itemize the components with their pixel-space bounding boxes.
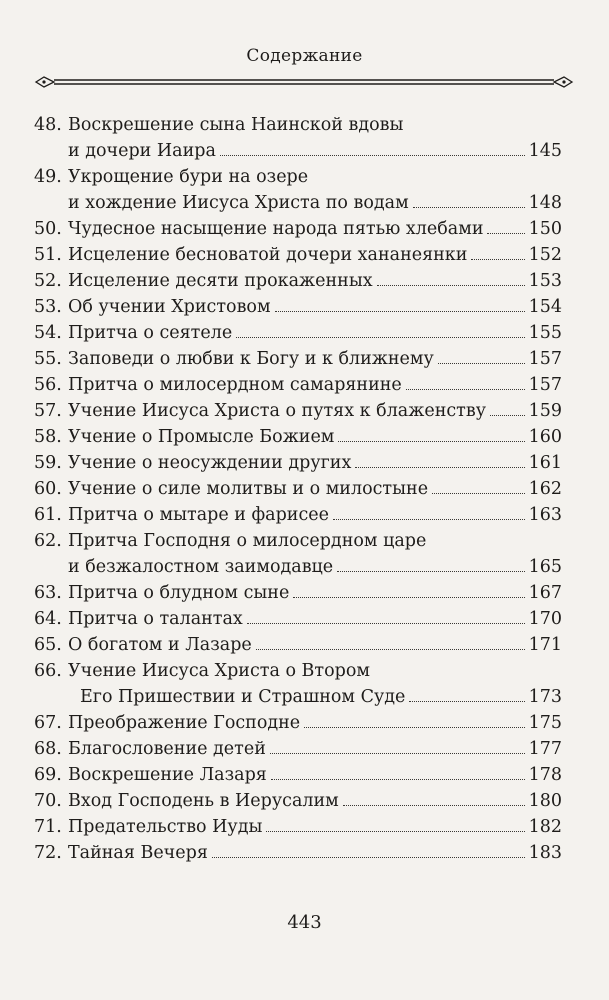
toc-entry-page: 180	[528, 791, 562, 811]
toc-entry	[34, 294, 562, 320]
toc-entry-title: Воскрешение сына Наинской вдовы	[68, 115, 404, 135]
toc-entry-number: 54.	[34, 323, 62, 343]
toc-entry-title: Исцеление бесноватой дочери хананеянки	[68, 245, 468, 265]
toc-entry-number: 67.	[34, 713, 62, 733]
table-of-contents	[34, 112, 562, 866]
toc-entry-title: Учение о силе молитвы и о милостыне	[68, 479, 429, 499]
toc-entry	[34, 814, 562, 840]
toc-entry-title: Чудесное насыщение народа пятью хлебами	[68, 219, 484, 239]
toc-entry	[34, 398, 562, 424]
toc-entry-line	[34, 190, 562, 216]
toc-entry-page: 167	[528, 583, 562, 603]
toc-entry	[34, 476, 562, 502]
dot-leader	[275, 311, 525, 312]
toc-entry-title: Его Пришествии и Страшном Суде	[80, 687, 406, 707]
toc-entry-title: Притча о блудном сыне	[68, 583, 290, 603]
toc-entry-page: 157	[528, 349, 562, 369]
toc-entry	[34, 658, 562, 710]
toc-entry-line	[34, 216, 562, 242]
toc-entry-page: 160	[528, 427, 562, 447]
toc-entry-number: 61.	[34, 505, 62, 525]
toc-entry-title: и дочери Иаира	[68, 141, 216, 161]
toc-entry-line	[34, 580, 562, 606]
toc-entry-page: 157	[528, 375, 562, 395]
toc-entry-page: 155	[528, 323, 562, 343]
toc-entry-page: 162	[528, 479, 562, 499]
toc-entry-line	[34, 372, 562, 398]
toc-entry-line	[34, 476, 562, 502]
toc-entry	[34, 736, 562, 762]
toc-entry-page: 171	[528, 635, 562, 655]
toc-entry	[34, 502, 562, 528]
toc-entry-line	[34, 398, 562, 424]
toc-entry-line	[34, 632, 562, 658]
toc-entry-number: 70.	[34, 791, 62, 811]
toc-entry	[34, 268, 562, 294]
dot-leader	[355, 467, 524, 468]
toc-entry-title: Учение Иисуса Христа о Втором	[68, 661, 370, 681]
toc-entry-page: 150	[528, 219, 562, 239]
dot-leader	[270, 753, 525, 754]
toc-entry-title: Преображение Господне	[68, 713, 301, 733]
toc-entry-number: 49.	[34, 167, 62, 187]
toc-entry-title: Заповеди о любви к Богу и к ближнему	[68, 349, 434, 369]
toc-entry-number: 69.	[34, 765, 62, 785]
toc-entry	[34, 346, 562, 372]
toc-entry	[34, 216, 562, 242]
toc-entry-line	[34, 450, 562, 476]
toc-entry-number: 72.	[34, 843, 62, 863]
toc-entry-title: О богатом и Лазаре	[68, 635, 252, 655]
toc-entry-line	[34, 268, 562, 294]
dot-leader	[338, 441, 524, 442]
toc-entry-line	[34, 138, 562, 164]
toc-entry-page: 148	[528, 193, 562, 213]
toc-entry	[34, 580, 562, 606]
toc-entry-title: Об учении Христовом	[68, 297, 271, 317]
toc-entry-line	[34, 164, 562, 190]
toc-entry-line	[34, 710, 562, 736]
toc-entry-number: 68.	[34, 739, 62, 759]
dot-leader	[220, 155, 525, 156]
toc-entry-title: и безжалостном заимодавце	[68, 557, 334, 577]
toc-entry-title: Благословение детей	[68, 739, 266, 759]
toc-entry-title: Исцеление десяти прокаженных	[68, 271, 373, 291]
toc-entry-line	[34, 346, 562, 372]
toc-entry-page: 152	[528, 245, 562, 265]
dot-leader	[293, 597, 524, 598]
toc-entry-number: 48.	[34, 115, 62, 135]
running-header: Содержание	[246, 46, 363, 66]
toc-entry-number: 65.	[34, 635, 62, 655]
dot-leader	[343, 805, 525, 806]
toc-entry-title: Вход Господень в Иерусалим	[68, 791, 339, 811]
toc-entry	[34, 372, 562, 398]
toc-entry-page: 163	[528, 505, 562, 525]
dot-leader	[406, 389, 525, 390]
dot-leader	[247, 623, 525, 624]
toc-entry	[34, 450, 562, 476]
dot-leader	[304, 727, 524, 728]
toc-entry-line	[34, 112, 562, 138]
toc-entry-number: 50.	[34, 219, 62, 239]
toc-entry-title: Притча о сеятеле	[68, 323, 233, 343]
toc-entry-number: 58.	[34, 427, 62, 447]
toc-entry-number: 52.	[34, 271, 62, 291]
toc-entry-line	[34, 242, 562, 268]
toc-entry-line	[34, 554, 562, 580]
toc-entry-number: 57.	[34, 401, 62, 421]
toc-entry-number: 60.	[34, 479, 62, 499]
toc-entry-title: и хождение Иисуса Христа по водам	[68, 193, 409, 213]
toc-entry-line	[34, 684, 562, 710]
toc-entry-line	[34, 606, 562, 632]
dot-leader	[413, 207, 525, 208]
dot-leader	[266, 831, 524, 832]
toc-entry-page: 183	[528, 843, 562, 863]
toc-entry	[34, 710, 562, 736]
toc-entry-line	[34, 424, 562, 450]
toc-entry	[34, 164, 562, 216]
dot-leader	[490, 415, 525, 416]
toc-entry	[34, 242, 562, 268]
toc-entry-number: 71.	[34, 817, 62, 837]
toc-entry-page: 159	[528, 401, 562, 421]
toc-entry-number: 62.	[34, 531, 62, 551]
dot-leader	[212, 857, 525, 858]
toc-entry	[34, 632, 562, 658]
toc-entry-page: 175	[528, 713, 562, 733]
dot-leader	[409, 701, 524, 702]
toc-entry-title: Притча о милосердном самарянине	[68, 375, 402, 395]
toc-entry-title: Притча Господня о милосердном царе	[68, 531, 427, 551]
toc-entry-page: 173	[528, 687, 562, 707]
toc-entry	[34, 112, 562, 164]
toc-entry-page: 154	[528, 297, 562, 317]
toc-entry	[34, 320, 562, 346]
dot-leader	[236, 337, 524, 338]
dot-leader	[487, 233, 524, 234]
dot-leader	[271, 779, 525, 780]
toc-entry-title: Притча о талантах	[68, 609, 243, 629]
dot-leader	[377, 285, 525, 286]
toc-entry-title: Тайная Вечеря	[68, 843, 208, 863]
toc-entry-page: 177	[528, 739, 562, 759]
toc-entry-number: 63.	[34, 583, 62, 603]
toc-entry-title: Учение о неосуждении других	[68, 453, 352, 473]
toc-entry-number: 56.	[34, 375, 62, 395]
toc-entry-number: 59.	[34, 453, 62, 473]
toc-entry-number: 64.	[34, 609, 62, 629]
page-number: 443	[287, 912, 322, 933]
toc-entry-page: 170	[528, 609, 562, 629]
toc-entry	[34, 528, 562, 580]
toc-entry	[34, 788, 562, 814]
toc-entry-page: 145	[528, 141, 562, 161]
header-ornament-rule	[34, 74, 574, 90]
dot-leader	[432, 493, 525, 494]
toc-entry-number: 66.	[34, 661, 62, 681]
dot-leader	[337, 571, 524, 572]
toc-entry	[34, 424, 562, 450]
toc-entry-title: Предательство Иуды	[68, 817, 263, 837]
toc-entry-number: 51.	[34, 245, 62, 265]
toc-entry-line	[34, 320, 562, 346]
toc-entry-page: 165	[528, 557, 562, 577]
toc-entry-number: 53.	[34, 297, 62, 317]
toc-entry	[34, 606, 562, 632]
dot-leader	[471, 259, 524, 260]
toc-entry-title: Учение Иисуса Христа о путях к блаженству	[68, 401, 486, 421]
toc-entry-line	[34, 840, 562, 866]
toc-entry-title: Притча о мытаре и фарисее	[68, 505, 329, 525]
toc-entry-page: 182	[528, 817, 562, 837]
toc-entry-number: 55.	[34, 349, 62, 369]
toc-entry-line	[34, 658, 562, 684]
toc-entry-line	[34, 814, 562, 840]
toc-entry	[34, 840, 562, 866]
dot-leader	[438, 363, 525, 364]
toc-entry-page: 153	[528, 271, 562, 291]
toc-entry-page: 161	[528, 453, 562, 473]
toc-entry-line	[34, 762, 562, 788]
dot-leader	[256, 649, 525, 650]
toc-entry-line	[34, 528, 562, 554]
toc-entry-title: Воскрешение Лазаря	[68, 765, 267, 785]
toc-entry-line	[34, 294, 562, 320]
toc-entry-title: Укрощение бури на озере	[68, 167, 309, 187]
toc-entry-line	[34, 502, 562, 528]
toc-entry	[34, 762, 562, 788]
toc-entry-line	[34, 736, 562, 762]
toc-entry-line	[34, 788, 562, 814]
toc-entry-title: Учение о Промысле Божием	[68, 427, 335, 447]
toc-entry-page: 178	[528, 765, 562, 785]
dot-leader	[333, 519, 525, 520]
